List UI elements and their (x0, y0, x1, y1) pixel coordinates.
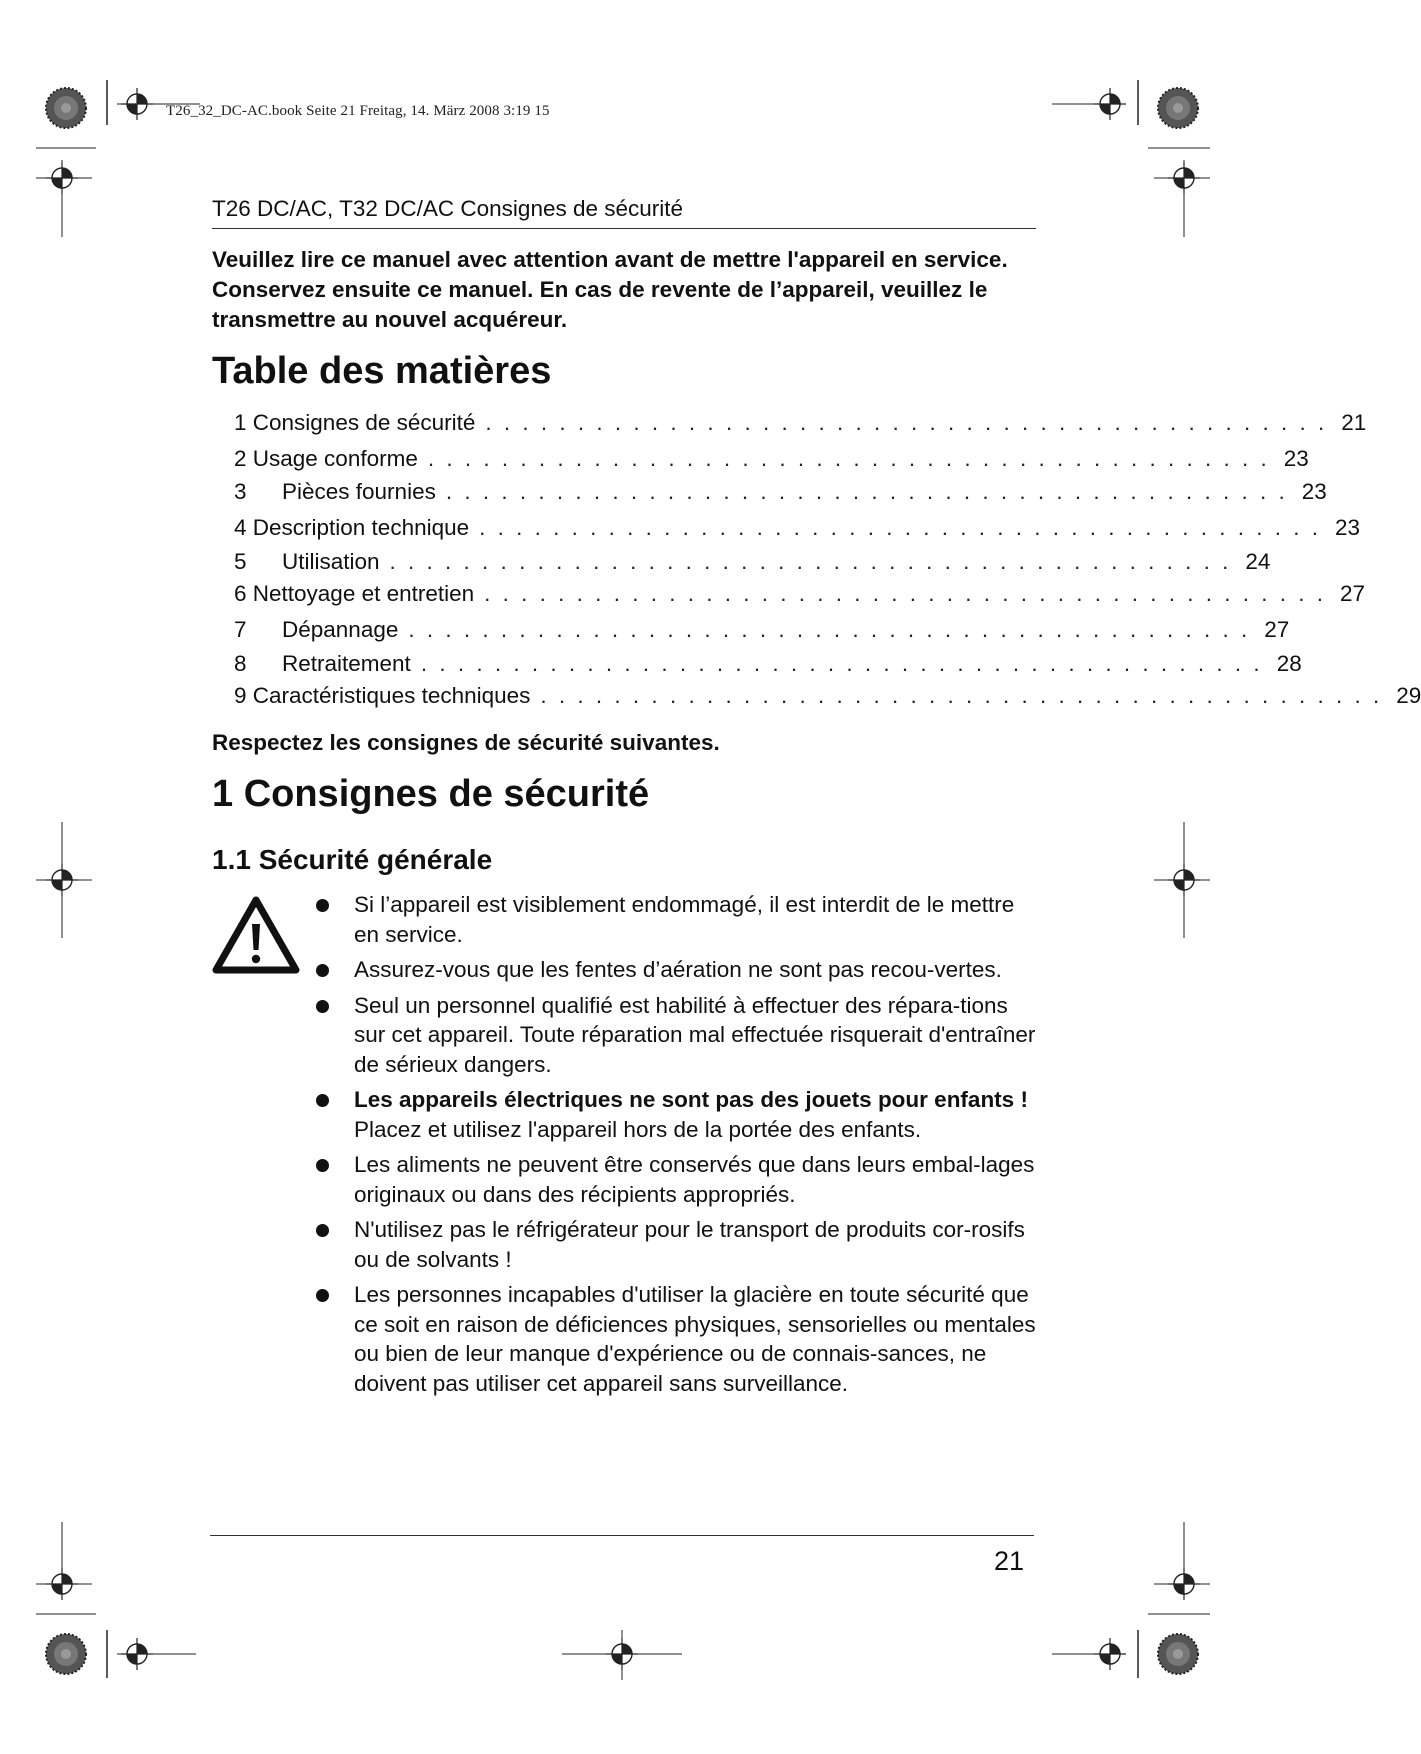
crosshair-registration-icon (1168, 864, 1200, 896)
toc-leader: . . . . . . . . . . . . . . . . . . . . . . . . . . . . . . . . . . . . . . . . . . . . . . (540, 683, 1383, 708)
bullet-icon (316, 899, 329, 912)
crosshair-registration-icon (46, 864, 78, 896)
toc-leader: . . . . . . . . . . . . . . . . . . . . . . . . . . . . . . . . . . . . . . . . . . . . . . (389, 549, 1232, 574)
crosshair-registration-icon (46, 1568, 78, 1600)
toc-entry-title: Utilisation (282, 549, 380, 574)
bullet-icon (316, 964, 329, 977)
toc-entry-number: 5 (234, 549, 247, 574)
toc-entry[interactable] (234, 617, 1290, 645)
bullet-icon (316, 1094, 329, 1107)
chapter-title: 1 Consignes de sécurité (212, 773, 650, 815)
footer-rule (210, 1535, 1034, 1536)
list-item (312, 1150, 1042, 1209)
print-header: T26_32_DC-AC.book Seite 21 Freitag, 14. März 2008 3:19 15 (166, 103, 550, 119)
toc-title: Table des matières (212, 350, 552, 392)
running-head: T26 DC/AC, T32 DC/AC Consignes de sécurité (212, 196, 684, 221)
list-item-text: Assurez-vous que les fentes d’aération ne sont pas recou-vertes. (354, 957, 1002, 982)
list-item (312, 1215, 1042, 1274)
list-item-text: Les aliments ne peuvent être conservés que dans leurs embal-lages originaux ou dans des récipients appropriés. (354, 1152, 1035, 1207)
list-item-warning: Les appareils électriques ne sont pas des jouets pour enfants ! (354, 1087, 1028, 1112)
crosshair-registration-icon (606, 1638, 638, 1670)
bullet-icon (316, 1289, 329, 1302)
list-item (312, 890, 1042, 949)
toc-entry-label (234, 617, 408, 643)
toc-entry-number: 3 (234, 479, 247, 504)
toc-entry[interactable] (234, 651, 1302, 679)
list-item-text: Seul un personnel qualifié est habilité à effectuer des répara-tions sur cet appareil. Toute réparation mal effectuée risquerait d'entraîner de sérieux dangers. (354, 992, 1036, 1077)
toc-entry[interactable] (234, 515, 1361, 543)
toc-entry-label (234, 651, 421, 677)
toc-leader: . . . . . . . . . . . . . . . . . . . . . . . . . . . . . . . . . . . . . . . . . . . . . . (484, 581, 1327, 606)
toc-entry-label: 4 Description technique (234, 515, 470, 540)
color-wheel-icon (1158, 88, 1198, 128)
toc-entry-label (234, 479, 446, 505)
toc-entry-label: 1 Consignes de sécurité (234, 410, 476, 435)
list-item-text: Les personnes incapables d'utiliser la glacière en toute sécurité que ce soit en raison de déficiences physiques, sensorielles ou mentales ou bien de leur manque d'expérience ou de connais-sances, ne doivent pas utiliser cet appareil sans surveillance. (354, 1282, 1036, 1396)
list-item (312, 955, 1042, 985)
crosshair-registration-icon (1094, 88, 1126, 120)
toc-entry-title: Pièces fournies (282, 479, 436, 504)
toc-entry-page: 27 (1340, 581, 1366, 606)
safety-note: Respectez les consignes de sécurité suivantes. (212, 730, 720, 755)
toc-entry-label (234, 549, 390, 575)
toc-entry-page: 23 (1283, 446, 1309, 471)
header-rule (212, 228, 1036, 229)
toc-entry-label: 6 Nettoyage et entretien (234, 581, 475, 606)
toc-entry-title: Dépannage (282, 617, 399, 642)
toc-entry[interactable] (234, 479, 1327, 507)
toc-entry-page: 29 (1396, 683, 1421, 708)
bullet-icon (316, 1000, 329, 1013)
toc-leader: . . . . . . . . . . . . . . . . . . . . . . . . . . . . . . . . . . . . . . . . . . . . . . (445, 479, 1288, 504)
crosshair-registration-icon (1168, 1568, 1200, 1600)
toc-leader: . . . . . . . . . . . . . . . . . . . . . . . . . . . . . . . . . . . . . . . . . . . . . . (427, 446, 1270, 471)
list-item (312, 1280, 1042, 1398)
toc-entry[interactable] (234, 581, 1366, 609)
toc-entry[interactable] (234, 446, 1309, 474)
list-item (312, 1085, 1042, 1144)
list-item (312, 991, 1042, 1080)
color-wheel-icon (46, 1634, 86, 1674)
toc-leader: . . . . . . . . . . . . . . . . . . . . . . . . . . . . . . . . . . . . . . . . . . . . . . (485, 410, 1328, 435)
toc-leader: . . . . . . . . . . . . . . . . . . . . . . . . . . . . . . . . . . . . . . . . . . . . . . (408, 617, 1251, 642)
toc-entry-page: 23 (1335, 515, 1361, 540)
toc-entry[interactable] (234, 683, 1421, 711)
color-wheel-icon (46, 88, 86, 128)
toc-entry-page: 24 (1245, 549, 1271, 574)
section-title: 1.1 Sécurité générale (212, 844, 493, 875)
list-item-text: N'utilisez pas le réfrigérateur pour le transport de produits cor-rosifs ou de solvants ! (354, 1217, 1025, 1272)
toc-entry-title: Retraitement (282, 651, 411, 676)
toc-entry-number: 7 (234, 617, 247, 642)
color-wheel-icon (1158, 1634, 1198, 1674)
list-item-text: Si l’appareil est visiblement endommagé, il est interdit de le mettre en service. (354, 892, 1015, 947)
toc-entry-page: 28 (1276, 651, 1302, 676)
toc-entry-label: 2 Usage conforme (234, 446, 418, 471)
toc-entry-label: 9 Caractéristiques techniques (234, 683, 531, 708)
page-number: 21 (994, 1546, 1025, 1576)
toc-leader: . . . . . . . . . . . . . . . . . . . . . . . . . . . . . . . . . . . . . . . . . . . . . . (479, 515, 1322, 540)
toc-entry-page: 21 (1341, 410, 1367, 435)
safety-list (312, 890, 1042, 1404)
toc-entry[interactable] (234, 549, 1271, 577)
toc-entry[interactable] (234, 410, 1367, 438)
bullet-icon (316, 1159, 329, 1172)
list-item-text: Placez et utilisez l'appareil hors de la portée des enfants. (354, 1116, 922, 1142)
toc-entry-page: 23 (1301, 479, 1327, 504)
bullet-icon (316, 1224, 329, 1237)
toc-entry-number: 8 (234, 651, 247, 676)
toc-leader: . . . . . . . . . . . . . . . . . . . . . . . . . . . . . . . . . . . . . . . . . . . . . . (420, 651, 1263, 676)
crosshair-registration-icon (1094, 1638, 1126, 1670)
warning-triangle-icon (212, 896, 300, 976)
toc-entry-page: 27 (1264, 617, 1290, 642)
intro-notice: Veuillez lire ce manuel avec attention avant de mettre l'appareil en service. Conservez ensuite ce manuel. En cas de revente de l’appareil, veuillez le transmettre au nouvel acquéreur. (212, 247, 1008, 332)
